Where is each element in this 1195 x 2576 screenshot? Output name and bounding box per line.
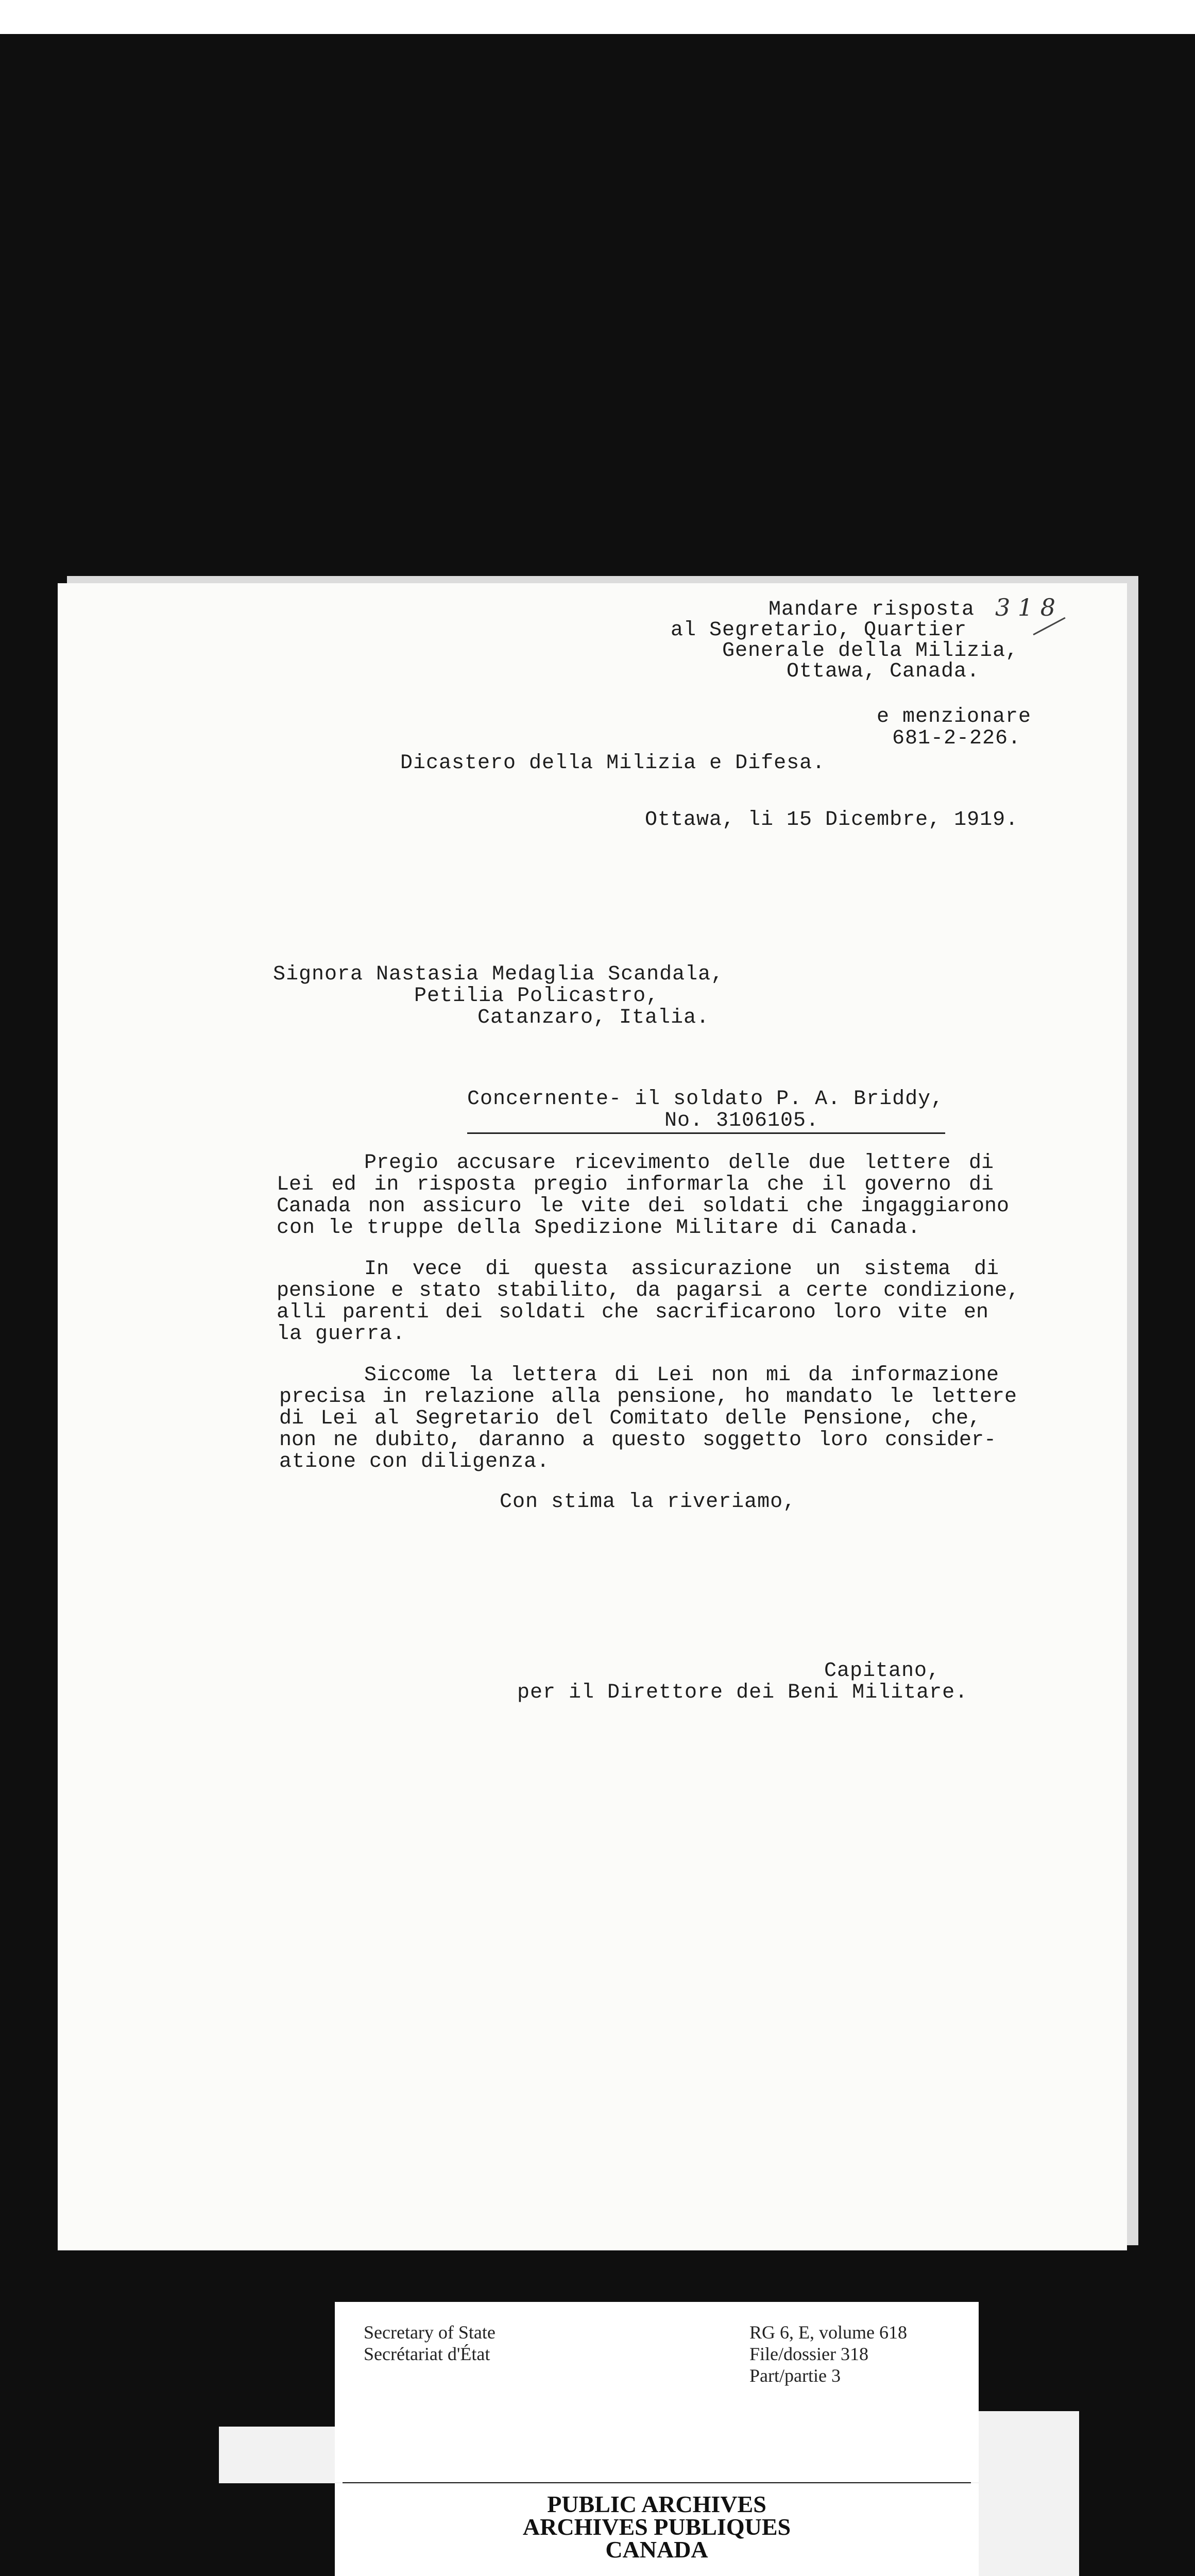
fonds-name-fr: Secrétariat d'État xyxy=(364,2344,490,2364)
body-line: con le truppe della Spedizione Militare di Canada. xyxy=(277,1216,921,1240)
archive-label xyxy=(335,2302,979,2482)
return-note-line: Ottawa, Canada. xyxy=(787,660,980,683)
body-line: non ne dubito, daranno a questo soggetto loro consider- xyxy=(279,1429,996,1452)
return-note-line: Mandare risposta xyxy=(769,598,975,621)
closing-line: Con stima la riveriamo, xyxy=(500,1490,796,1514)
body-line: In vece di questa assicurazione un sistema di xyxy=(364,1258,999,1281)
label-tab-left xyxy=(219,2427,343,2483)
body-line: precisa in relazione alla pensione, ho mandato le lettere xyxy=(279,1385,1017,1409)
recipient-name: Signora Nastasia Medaglia Scandala, xyxy=(273,963,724,986)
file-number-mark: 3 1 8 xyxy=(995,594,1056,621)
department-heading: Dicastero della Milizia e Difesa. xyxy=(400,752,826,775)
stamp-line-country: CANADA xyxy=(605,2536,708,2563)
body-line: Canada non assicuro le vite dei soldati che ingaggiarono xyxy=(277,1195,1009,1218)
stamp-line-fr: ARCHIVES PUBLIQUES xyxy=(522,2514,791,2540)
recipient-town: Petilia Policastro, xyxy=(414,985,659,1008)
recipient-region: Catanzaro, Italia. xyxy=(477,1006,710,1029)
subject-underline xyxy=(467,1132,945,1134)
signature-line: per il Direttore dei Beni Militare. xyxy=(517,1681,968,1704)
body-line: Siccome la lettera di Lei non mi da informazione xyxy=(364,1364,999,1387)
return-note-line: al Segretario, Quartier xyxy=(671,619,967,642)
letter-page xyxy=(58,583,1127,2250)
stamp-line-en: PUBLIC ARCHIVES xyxy=(547,2491,766,2517)
signature-title: Capitano, xyxy=(824,1659,941,1683)
reference-number: 681-2-226. xyxy=(892,727,1021,750)
service-number: No. 3106105. xyxy=(664,1109,820,1132)
part-number: Part/partie 3 xyxy=(749,2365,841,2386)
file-number: File/dossier 318 xyxy=(749,2344,868,2364)
body-line: atione con diligenza. xyxy=(279,1450,550,1473)
body-line: Pregio accusare ricevimento delle due lettere di xyxy=(364,1151,994,1175)
body-line: di Lei al Segretario del Comitato delle Pensione, che, xyxy=(279,1407,981,1430)
subject-line: Concernente- il soldato P. A. Briddy, xyxy=(467,1088,944,1111)
top-margin-strip xyxy=(0,0,1195,34)
label-tab-right xyxy=(971,2411,1079,2576)
body-line: alli parenti dei soldati che sacrificarono loro vite en xyxy=(277,1301,988,1324)
menzionare-label: e menzionare xyxy=(877,705,1032,728)
body-line: pensione e stato stabilito, da pagarsi a certe condizione, xyxy=(277,1279,1019,1302)
body-line: la guerra. xyxy=(277,1323,406,1346)
return-note-line: Generale della Milizia, xyxy=(722,639,1019,663)
body-line: Lei ed in risposta pregio informarla che il governo di xyxy=(277,1173,994,1196)
record-group: RG 6, E, volume 618 xyxy=(749,2322,907,2343)
fonds-name-en: Secretary of State xyxy=(364,2322,496,2343)
archives-stamp xyxy=(335,2483,979,2576)
date-line: Ottawa, li 15 Dicembre, 1919. xyxy=(645,808,1019,832)
